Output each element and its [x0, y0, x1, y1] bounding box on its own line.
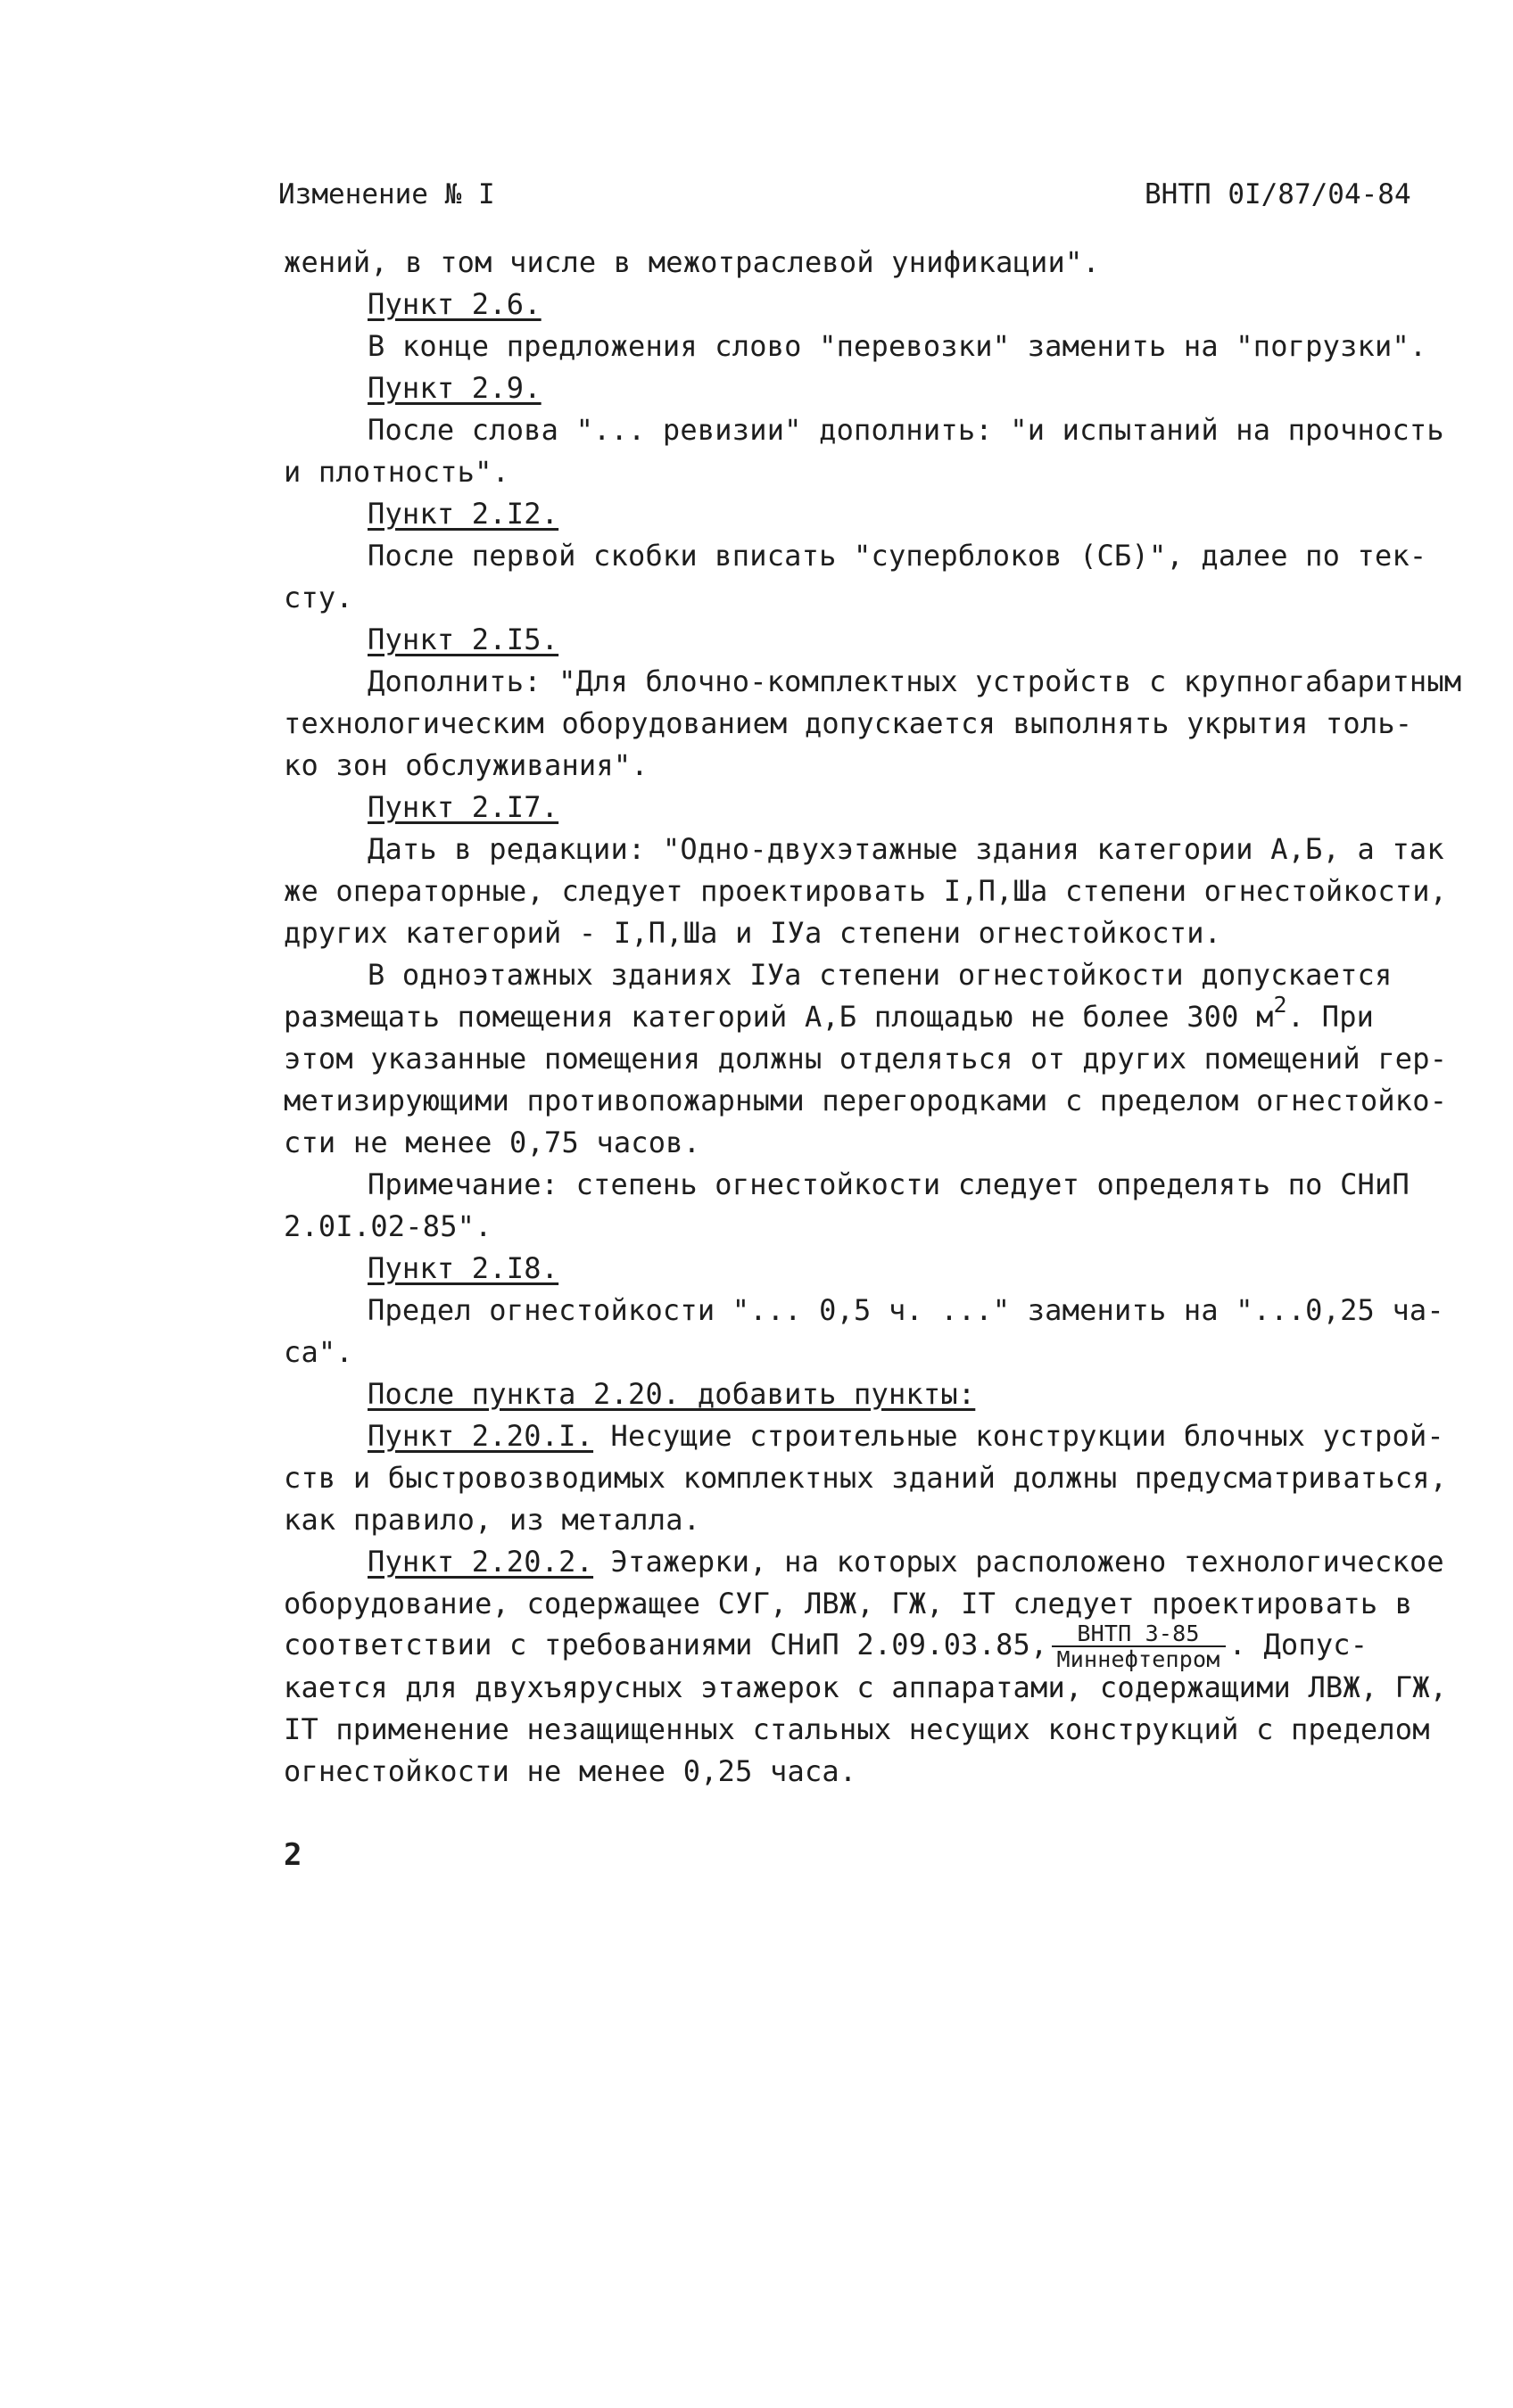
text-line: оборудование, содержащее СУГ, ЛВЖ, ГЖ, IТ следует проектировать в: [284, 1587, 1413, 1620]
clause-heading-2-20-2: Пункт 2.20.2.: [368, 1545, 594, 1579]
text-line: сту.: [284, 581, 353, 614]
text-line: как правило, из металла.: [284, 1503, 701, 1537]
superscript-2: 2: [1273, 992, 1287, 1018]
clause-heading-2-9: Пункт 2.9.: [368, 371, 542, 405]
text-line: IТ применение незащищенных стальных несущих конструкций с пределом: [284, 1712, 1430, 1746]
page-number: 2: [284, 1837, 302, 1873]
text-line: жений, в том числе в межотраслевой унификации".: [284, 245, 1100, 279]
text-fragment: . При: [1286, 1000, 1375, 1034]
header-document-code: ВНТП 0I/87/04-84: [1145, 178, 1411, 210]
text-line: технологическим оборудованием допускается выполнять укрытия толь-: [284, 706, 1413, 740]
section-heading-add-clauses: После пункта 2.20. добавить пункты:: [368, 1377, 976, 1411]
clause-heading-2-20-1: Пункт 2.20.I.: [368, 1419, 594, 1453]
text-line: огнестойкости не менее 0,25 часа.: [284, 1754, 857, 1788]
text-line: После первой скобки вписать "суперблоков (СБ)", далее по тек-: [368, 539, 1427, 573]
text-line: В конце предложения слово "перевозки" заменить на "погрузки".: [368, 329, 1427, 363]
text-line: сти не менее 0,75 часов.: [284, 1126, 701, 1159]
text-line: ств и быстровозводимых комплектных зданий должны предусматриваться,: [284, 1461, 1448, 1495]
text-line: Дать в редакции: "Одно-двухэтажные здания категории А,Б, а так: [368, 832, 1444, 866]
fraction-denominator: Миннефтепром: [1056, 1646, 1220, 1672]
clause-heading-2-15: Пункт 2.I5.: [368, 623, 559, 656]
text-line: других категорий - I,П,Ша и IУа степени огнестойкости.: [284, 916, 1222, 950]
clause-heading-2-6: Пункт 2.6.: [368, 287, 542, 321]
clause-heading-2-12: Пункт 2.I2.: [368, 497, 559, 531]
text-fragment: Этажерки, на которых расположено технологическое: [593, 1545, 1444, 1579]
text-line: метизирующими противопожарными перегородками с пределом огнестойко-: [284, 1084, 1448, 1117]
text-fragment: . Допус-: [1228, 1628, 1368, 1662]
text-line: Предел огнестойкости "... 0,5 ч. ..." заменить на "...0,25 ча-: [368, 1293, 1444, 1327]
text-line: кается для двухъярусных этажерок с аппаратами, содержащими ЛВЖ, ГЖ,: [284, 1670, 1448, 1704]
text-line: После слова "... ревизии" дополнить: "и испытаний на прочность: [368, 413, 1444, 447]
text-line: Дополнить: "Для блочно-комплектных устройств с крупногабаритным: [368, 664, 1462, 698]
text-fragment: размещать помещения категорий А,Б площадью не более 300 м: [284, 1000, 1274, 1034]
header-change-number: Изменение № I: [278, 178, 495, 210]
text-line: же операторные, следует проектировать I,П,Ша степени огнестойкости,: [284, 874, 1448, 908]
text-fragment: Несущие строительные конструкции блочных устрой-: [593, 1419, 1444, 1453]
text-line: [284, 1621, 1368, 1671]
text-line: са".: [284, 1335, 353, 1369]
text-line: и плотность".: [284, 455, 510, 489]
text-line: 2.0I.02-85".: [284, 1209, 492, 1243]
text-line: этом указанные помещения должны отделяться от других помещений гер-: [284, 1042, 1448, 1076]
text-line: ко зон обслуживания".: [284, 748, 649, 782]
fraction-numerator: ВНТП 3-85: [1052, 1621, 1226, 1647]
text-line: [368, 1545, 1444, 1579]
note-line: Примечание: степень огнестойкости следует определять по СНиП: [368, 1167, 1410, 1201]
clause-heading-2-18: Пункт 2.I8.: [368, 1251, 559, 1285]
text-line: [284, 992, 1375, 1034]
text-fragment: соответствии с требованиями СНиП 2.09.03.85,: [284, 1628, 1048, 1662]
text-line: [368, 1419, 1444, 1453]
text-line: В одноэтажных зданиях IУа степени огнестойкости допускается: [368, 958, 1393, 992]
fraction-reference: [1052, 1621, 1226, 1671]
clause-heading-2-17: Пункт 2.I7.: [368, 790, 559, 824]
